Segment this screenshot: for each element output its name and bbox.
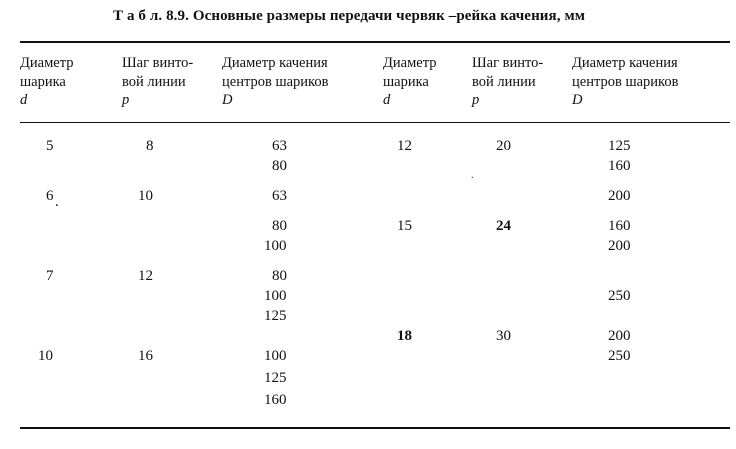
cell-D: 63 bbox=[272, 188, 287, 204]
header-pitch-right: Шаг винто- вой линии p bbox=[472, 55, 544, 108]
cell-p: 24 bbox=[496, 218, 511, 234]
stray-dot: . bbox=[471, 170, 474, 181]
header-rule bbox=[20, 122, 730, 123]
cell-D: 100 bbox=[264, 288, 287, 304]
header-pitch-left: Шаг винто- вой линии p bbox=[122, 55, 194, 108]
cell-D: 160 bbox=[608, 158, 631, 174]
cell-D: 200 bbox=[608, 188, 631, 204]
top-rule bbox=[20, 41, 730, 43]
cell-D: 250 bbox=[608, 288, 631, 304]
cell-D: 160 bbox=[608, 218, 631, 234]
cell-D: 200 bbox=[608, 328, 631, 344]
cell-d: 12 bbox=[397, 138, 412, 154]
cell-d: 10 bbox=[38, 348, 53, 364]
cell-D: 80 bbox=[272, 158, 287, 174]
cell-d: 7 bbox=[46, 268, 54, 284]
cell-p: 30 bbox=[496, 328, 511, 344]
cell-p: 8 bbox=[146, 138, 154, 154]
cell-D: 100 bbox=[264, 238, 287, 254]
cell-p: 10 bbox=[138, 188, 153, 204]
cell-D: 125 bbox=[608, 138, 631, 154]
cell-d: 15 bbox=[397, 218, 412, 234]
bottom-rule bbox=[20, 427, 730, 429]
cell-D: 200 bbox=[608, 238, 631, 254]
cell-D: 160 bbox=[264, 392, 287, 408]
header-rolling-diameter-right: Диаметр качения центров шариков D bbox=[572, 55, 679, 108]
table-title: Т а б л. 8.9. Основные размеры передачи червяк –рейка качения, мм bbox=[113, 8, 586, 24]
cell-D: 250 bbox=[608, 348, 631, 364]
cell-D: 100 bbox=[264, 348, 287, 364]
cell-d: 18 bbox=[397, 328, 412, 344]
cell-p: 20 bbox=[496, 138, 511, 154]
cell-D: 63 bbox=[272, 138, 287, 154]
stray-dot: . bbox=[55, 194, 59, 210]
cell-p: 12 bbox=[138, 268, 153, 284]
cell-D: 80 bbox=[272, 218, 287, 234]
header-rolling-diameter-left: Диаметр качения центров шариков D bbox=[222, 55, 329, 108]
header-diameter-ball-right: Диаметр шарика d bbox=[383, 55, 437, 108]
cell-d: 5 bbox=[46, 138, 54, 154]
header-diameter-ball-left: Диаметр шарика d bbox=[20, 55, 74, 108]
cell-D: 80 bbox=[272, 268, 287, 284]
cell-D: 125 bbox=[264, 370, 287, 386]
cell-D: 125 bbox=[264, 308, 287, 324]
cell-p: 16 bbox=[138, 348, 153, 364]
cell-d: 6 bbox=[46, 188, 54, 204]
